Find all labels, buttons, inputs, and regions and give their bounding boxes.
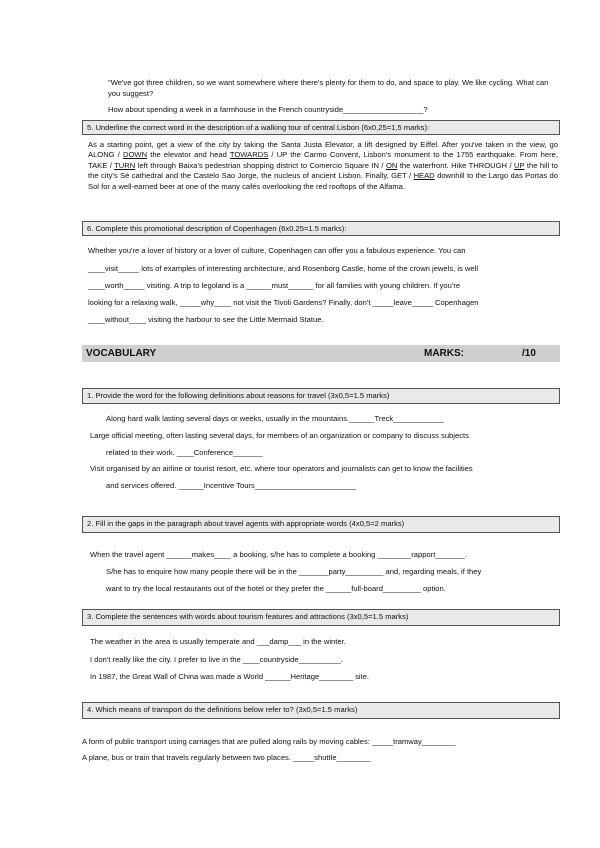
copenhagen-line-4: looking for a relaxing walk, _____why____ not visit the Tivoli Gardens? Finally, don't _____leave_____ Copenhagen	[88, 298, 479, 307]
vocab-4-line-2: A plane, bus or train that travels regularly between two places. _____shuttle________	[82, 753, 371, 762]
copenhagen-line-5: ____without____ visiting the harbour to see the Little Mermaid Statue.	[88, 315, 324, 324]
lisbon-tour-paragraph	[88, 140, 558, 192]
vocab-1-line-4: Visit organised by an airline or tourist resort, etc. where tour operators and journalists can get to know the facilities	[90, 464, 473, 473]
vocab-3-heading: 3. Complete the sentences with words about tourism features and attractions (3x0,5=1.5 marks)	[82, 609, 560, 626]
paragraph-text: downhill to the Largo das Portas do Sol for a well-earned beer at one of the many cafés overlooking the red rooftops of the Alfama.	[88, 171, 558, 191]
underlined-answer: TURN	[114, 160, 136, 170]
vocab-4-heading: 4. Which means of transport do the definitions below refer to? (3x0,5=1.5 marks)	[82, 702, 560, 719]
underlined-answer: TOWARDS	[229, 150, 269, 160]
underlined-answer: HEAD	[413, 171, 435, 181]
vocabulary-title: VOCABULARY	[86, 348, 157, 359]
underlined-answer: DOWN	[123, 150, 148, 160]
paragraph-text: As a starting point, get a view of the city by taking the Santa Justa Elevator, a lift designed by Eiffel. After you've taken in the view, go ALONG /	[88, 140, 558, 160]
paragraph-text: / UP the Carmo Convent, Lisbon's monument to the 1755 earthquake. From here, TAKE /	[88, 150, 558, 170]
vocab-2-line-3: want to try the local restaurants out of the hotel or they prefer the ______full-board_________ option.	[106, 584, 446, 593]
section-5-heading: 5. Underline the correct word in the description of a walking tour of central Lisbon (6x0,25=1,5 marks):	[82, 120, 560, 135]
copenhagen-line-2: ____visit_____ lots of examples of interesting architecture, and Rosenborg Castle, home of the crown jewels, is well	[88, 264, 479, 273]
copenhagen-line-1: Whether you're a lover of history or a lover of culture, Copenhagen can offer you a fabulous experience. You can	[88, 246, 466, 255]
underlined-answer: UP	[514, 160, 525, 170]
vocab-3-line-1: The weather in the area is usually temperate and ___damp___ in the winter.	[90, 637, 346, 646]
vocab-1-line-5: and services offered. ______Incentive Tours________________________	[106, 481, 357, 490]
vocab-3-line-3: In 1987, the Great Wall of China was made a World ______Heritage________ site.	[90, 672, 370, 681]
vocab-1-line-3: related to their work. ____Conference_______	[106, 448, 263, 457]
vocab-2-line-1: When the travel agent ______makes____ a booking, s/he has to complete a booking ________rapport_______.	[90, 550, 468, 559]
vocab-2-line-2: S/he has to enquire how many people there will be in the _______party_________ and, regarding meals, if they	[106, 567, 482, 576]
vocab-2-heading: 2. Fill in the gaps in the paragraph about travel agents with appropriate words (4x0,5=2 marks)	[82, 516, 560, 533]
section-6-heading: 6. Complete this promotional description of Copenhagen (6x0.25=1.5 marks):	[82, 221, 560, 236]
quote-answer: How about spending a week in a farmhouse in the French countryside___________________?	[108, 105, 428, 114]
paragraph-text: left through Baixa's pedestrian shopping district to Comercio Square IN /	[135, 160, 386, 170]
vocabulary-banner	[82, 345, 560, 362]
paragraph-text: the hill to the city's Sé cathedral and the Castelo Sao Jorge, the nucleus of ancient Lisbon. Finally, GET /	[88, 160, 558, 181]
marks-label: MARKS:	[424, 348, 464, 359]
vocab-1-heading: 1. Provide the word for the following definitions about reasons for travel (3x0,5=1.5 marks)	[82, 388, 560, 404]
vocab-1-line-2: Large official meeting, often lasting several days, for members of an organization or company to discuss subjects	[90, 431, 469, 440]
underlined-answer: ON	[385, 160, 398, 170]
vocab-1-line-1: Along hard walk lasting several days or weeks, usually in the mountains.______Treck____________	[106, 414, 444, 423]
marks-total: /10	[522, 348, 536, 359]
client-quote: "We've got three children, so we want somewhere where there's plenty for them to do, and space to play. We like cycling. What can you suggest?	[108, 78, 549, 98]
vocab-3-line-2: I don't really like the city. I prefer to live in the ____countryside__________.	[90, 655, 343, 664]
vocab-4-line-1: A form of public transport using carriages that are pulled along rails by moving cables: _____tramway________	[82, 737, 456, 746]
paragraph-text: the waterfront. Hike THROUGH /	[397, 160, 515, 170]
copenhagen-line-3: ____worth_____ visiting. A trip to legoland is a ______must______ for all families with young children. If you're	[88, 281, 461, 290]
paragraph-text: the elevator and head	[147, 150, 230, 160]
